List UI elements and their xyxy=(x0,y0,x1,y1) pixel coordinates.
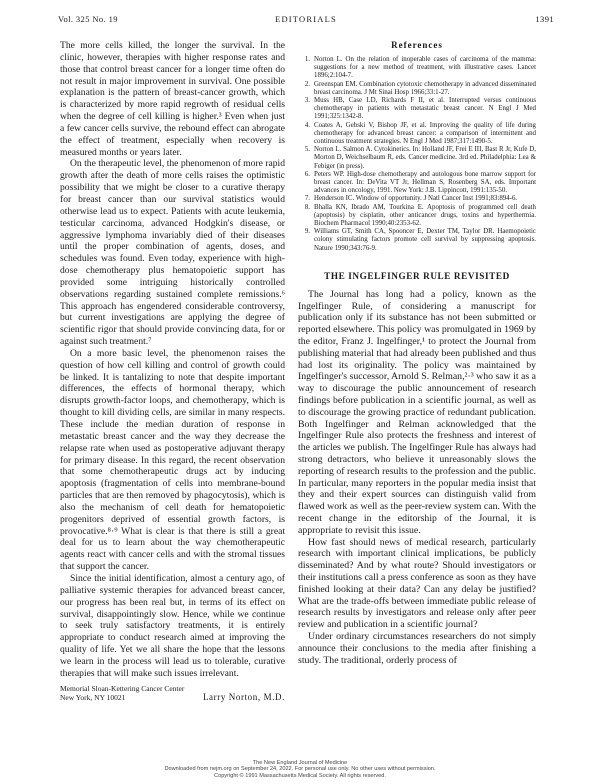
body-paragraph: On the therapeutic level, the phenomenon of more rapid growth after the death of more cells raises the optimistic possibility that we might be closer to a curative therapy for breast cancer than our survival statistics would otherwise lead us to expect. Patients with acute leukemia, testicular carcinoma, advanced Hodgkin's disease, or aggressive lymphoma invariably died of their diseases until the proper combination of agents, doses, and schedules was found. Even today, experience with high-dose chemotherapy plus hematopoietic support has provided some intriguing historically controlled observations regarding sustained complete remissions.⁶ This approach has engendered considerable controversy, but current investigations are applying the degree of scientific rigor that should provide convincing data, for or against such treatment.⁷ xyxy=(60,158,285,348)
left-column xyxy=(60,40,285,702)
reference-text: Henderson IC. Window of opportunity. J Natl Cancer Inst 1991;83:894-6. xyxy=(314,195,518,203)
body-paragraph: How fast should news of medical research, particularly research with important clinical implications, be publicly disseminated? And by what route? Should investigators or their institutions call a press conference as soon as they have finished looking at their data? Can any delay be justified? What are the trade-offs between immediate public release of research results by investigators and release only after peer review and publication in a scientific journal? xyxy=(298,536,536,631)
reference-number: 6. xyxy=(304,170,310,178)
reference-item xyxy=(298,146,536,171)
author-signoff xyxy=(60,684,285,702)
reference-number: 7. xyxy=(304,195,310,203)
reference-number: 8. xyxy=(304,203,310,211)
author-name: Larry Norton, M.D. xyxy=(202,691,285,702)
editorial-body xyxy=(298,289,536,667)
running-header xyxy=(58,14,554,28)
reference-text: Greenspan EM. Combination cytotoxic chemotherapy in advanced disseminated breast carcinoma. J Mt Sinai Hosp 1966;33:1-27. xyxy=(314,80,536,96)
footer-copyright: Copyright © 1991 Massachusetts Medical Society. All rights reserved. xyxy=(214,772,386,779)
reference-number: 3. xyxy=(304,97,310,105)
reference-text: Coates A, Gebski V, Bishop JF, et al. Improving the quality of life during chemotherapy for advanced breast cancer: a comparison of intermittent and continuous treatment strategies. N Engl J Med 1987;317:1490-5. xyxy=(314,121,536,146)
institution: Memorial Sloan-Kettering Cancer Center xyxy=(60,683,185,693)
body-paragraph: Since the initial identification, almost a century ago, of palliative systemic therapies for advanced breast cancer, our progress has been real but, in terms of its effect on survival, disappointingly slow. Hence, while we continue to seek truly satisfactory treatments, it is entirely appropriate to conduct research aimed at improving the quality of life. Yet we all share the hope that the lessons we learn in the process will lead us to tolerable, curative therapies that will make such issues irrelevant. xyxy=(60,572,285,679)
reference-number: 1. xyxy=(304,56,310,63)
editorial-title: THE INGELFINGER RULE REVISITED xyxy=(324,270,510,281)
reference-text: Williams GT, Smith CA, Spooncer E, Dexter TM, Taylor DR. Haemopoietic colony stimulating factors promote cell survival by suppressing apoptosis. Nature 1990;343:76-9. xyxy=(314,228,536,252)
references-list xyxy=(298,56,536,253)
reference-text: Muss HB, Case LD, Richards F II, et al. Interrupted versus continuous chemotherapy in patients with metastatic breast cancer. N Engl J Med 1991;325:1342-8. xyxy=(314,97,536,121)
reference-number: 2. xyxy=(304,80,310,88)
footer-journal: The New England Journal of Medicine xyxy=(252,760,348,766)
body-paragraph: Under ordinary circumstances researchers do not simply announce their conclusions to the media after finishing a study. The traditional, orderly process of xyxy=(298,630,536,666)
reference-text: Peters WP. High-dose chemotherapy and autologous bone marrow support for breast cancer. In: DeVita VT Jr, Hellman S, Rosenberg SA, eds. Important advances in oncology, 1991. New York: J.B. Lippincott, 1991:135-50. xyxy=(314,170,536,195)
reference-item xyxy=(298,122,536,147)
right-column xyxy=(298,40,536,666)
reference-number: 5. xyxy=(304,146,310,154)
reference-number: 4. xyxy=(304,121,310,129)
reference-item xyxy=(298,204,536,229)
body-paragraph: On a more basic level, the phenomenon raises the question of how cell killing and control of growth could be linked. It is tantalizing to note that despite important differences, the effects of hormonal therapy, which disrupts growth-factor loops, and chemotherapy, which is thought to kill dividing cells, are similar in many respects. These include the median duration of response in metastatic breast cancer and the way they decrease the relapse rate when used as postoperative adjuvant therapy for primary disease. In this regard, the recent observation that some chemotherapeutic drugs act by inducing apoptosis (fragmentation of cells into membrane-bound particles that are then removed by phagocytosis), which is also the mechanism of cell death for hematopoietic progenitors deprived of essential growth factors, is provocative.⁸·⁹ What is clear is that there is still a great deal for us to learn about the way chemotherapeutic agents react with cancer cells and with the stromal tissues that support the cancer. xyxy=(60,347,285,573)
reference-item xyxy=(298,97,536,122)
reference-item xyxy=(298,195,536,203)
section-name: EDITORIALS xyxy=(275,14,337,24)
reference-item xyxy=(298,171,536,196)
reference-text: Norton L. On the relation of inoperable cases of carcinoma of the mamma: suggestions for a new method of treatment, with illustrative cases. Lancet 1896;2:104-7. xyxy=(314,56,536,80)
institution-city: New York, NY 10021 xyxy=(60,692,126,702)
page-number: 1391 xyxy=(535,14,554,24)
reference-item xyxy=(298,228,536,253)
footer-download-notice: Downloaded from nejm.org on September 24, 2022. For personal use only. No other uses without permission. xyxy=(164,766,436,773)
body-paragraph: The more cells killed, the longer the survival. In the clinic, however, therapies with higher response rates and those that control breast cancer for a longer time often do not result in major improvement in survival. One possible explanation is the pattern of breast-cancer growth, which is characterized by more rapid regrowth of residual cells when the degree of cell killing is higher.³ Even when just a few cancer cells survive, the rebound effect can abrogate the effect of treatment, especially when recovery is measured months or years later. xyxy=(60,40,285,158)
reference-text: Bhalla KN, Ibrado AM, Tourkina E. Apoptosis of programmed cell death (apoptosis) by cisplatin, other anticancer drugs, toxins and hyperthermia. Biochem Pharmacol 1990;40:2353-62. xyxy=(314,203,536,228)
volume-number: Vol. 325 No. 19 xyxy=(58,14,118,24)
page-footer xyxy=(0,760,600,779)
reference-item xyxy=(298,81,536,97)
body-paragraph: The Journal has long had a policy, known as the Ingelfinger Rule, of considering a manuscript for publication only if its substance has not been submitted or reported elsewhere. This policy was promulgated in 1969 by the editor, Franz J. Ingelfinger,¹ to protect the Journal from publishing material that had already been published and thus had lost its originality. The policy was maintained by Ingelfinger's successor, Arnold S. Relman,²·³ who saw it as a way to discourage the public announcement of research findings before publication in a scientific journal, as well as to discourage the growing practice of redundant publication. Both Ingelfinger and Relman acknowledged that the Ingelfinger Rule also protects the freshness and interest of the articles we publish. The Ingelfinger Rule has always had strong detractors, who believe it unreasonably slows the reporting of research results to the profession and the public. In particular, many reporters in the popular media insist that they and their expert sources can distinguish valid from flawed work as well as the peer-review system can. With the recent change in the editorship of the Journal, it is appropriate to revisit this issue. xyxy=(298,288,536,536)
references-heading: References xyxy=(391,40,443,50)
reference-text: Norton L. Salmon A. Cytokinetics. In: Holland JF, Frei E III, Bast R Jr, Kufe D, Morton D, Weichselbaum R, eds. Cancer medicine. 3rd ed. Philadelphia: Lea & Febiger (in press). xyxy=(314,146,536,170)
reference-item xyxy=(298,56,536,81)
reference-number: 9. xyxy=(304,228,310,236)
